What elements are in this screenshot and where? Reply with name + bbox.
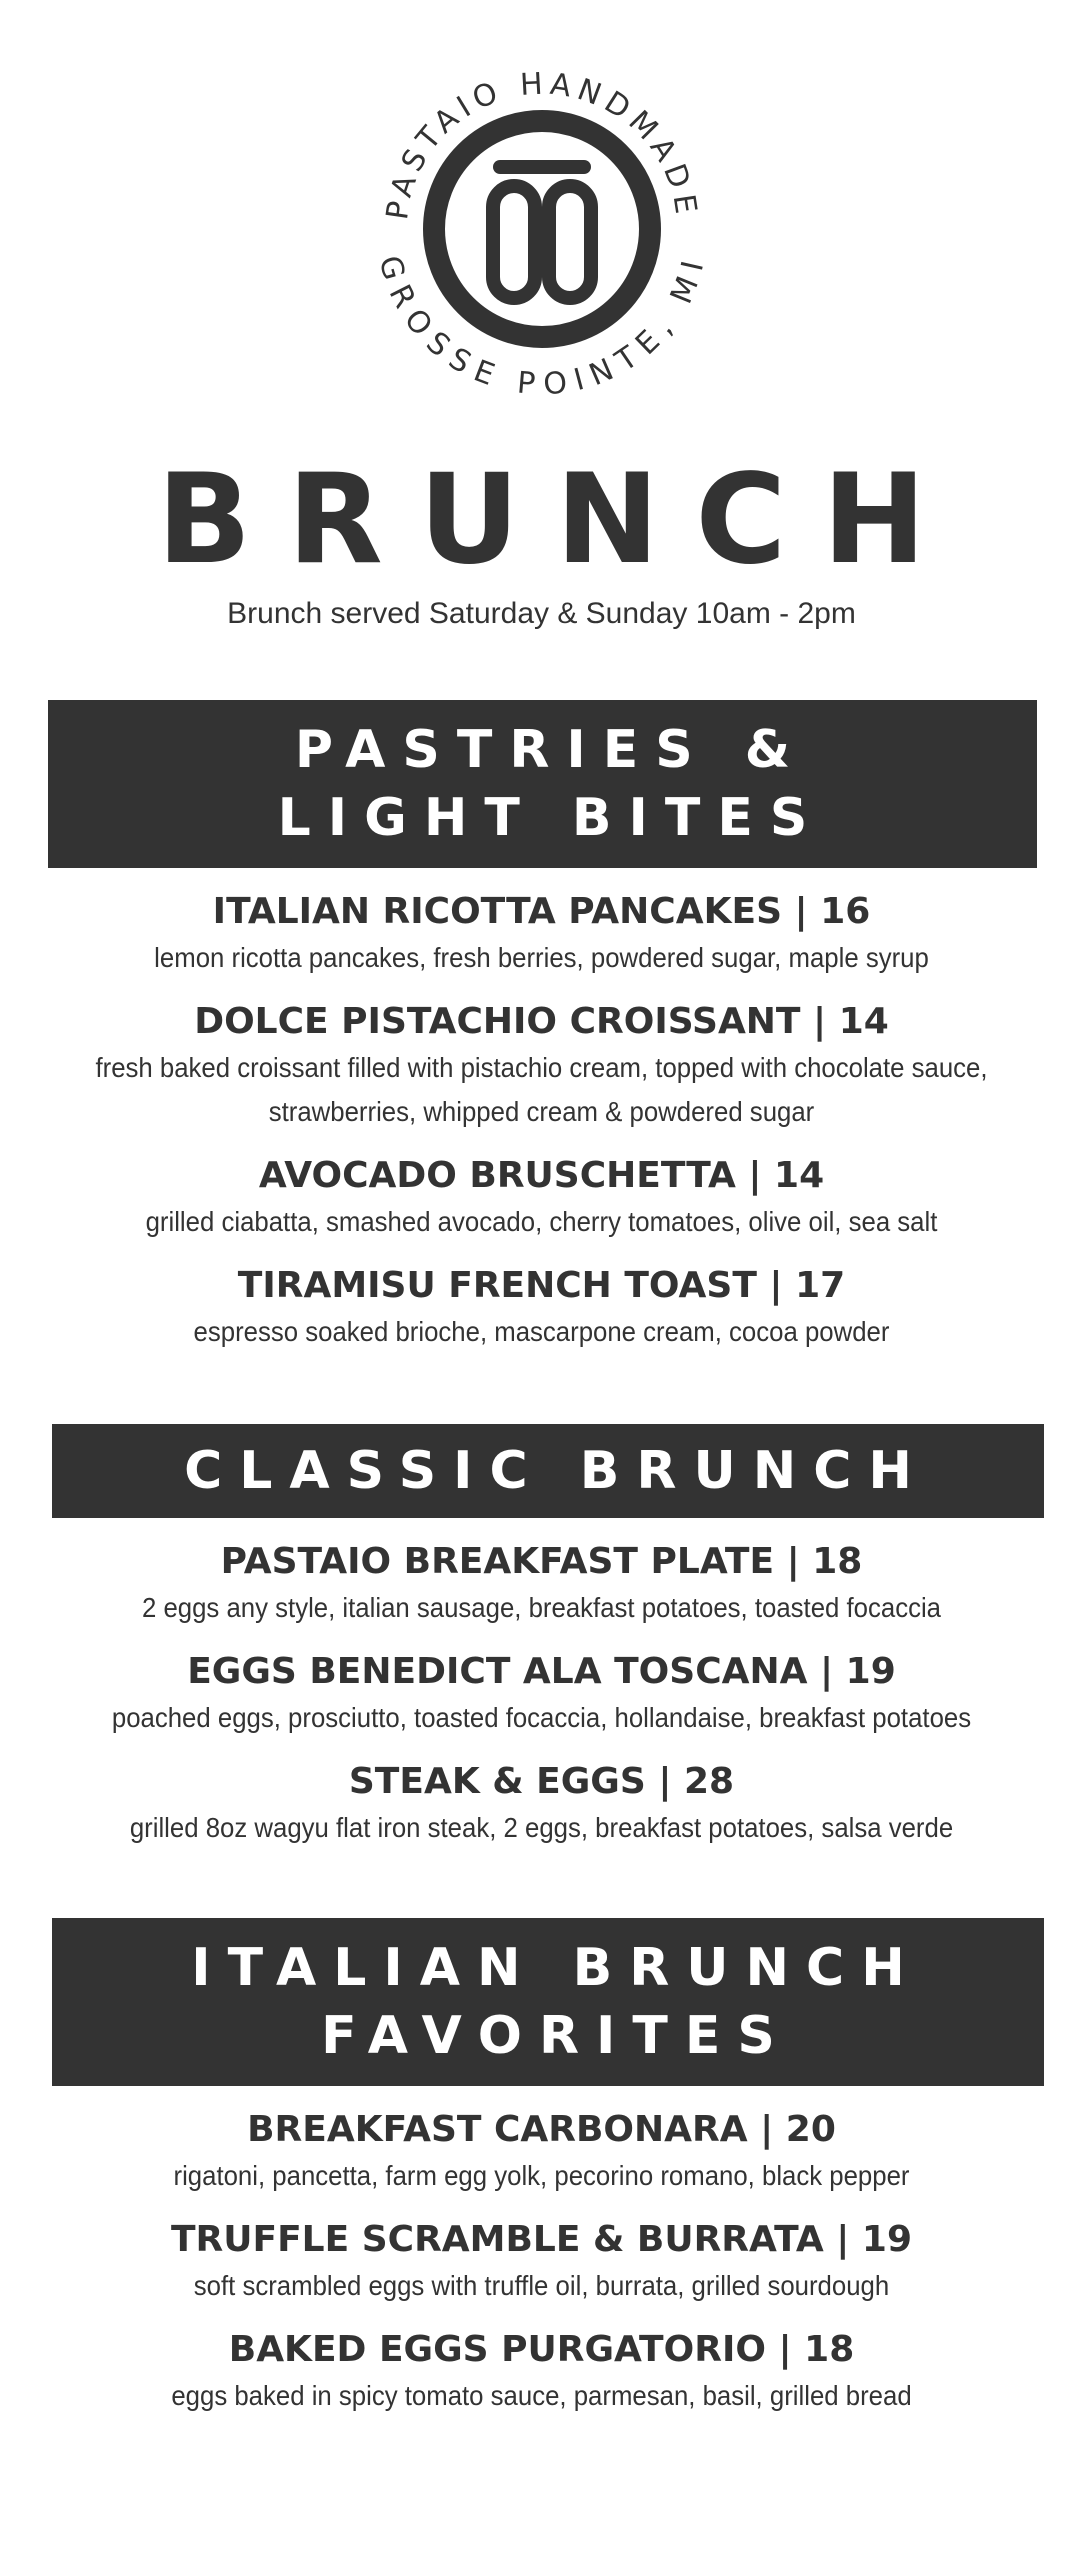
menu-item-name: EGGS BENEDICT ALA TOSCANA | 19 xyxy=(187,1651,896,1692)
menu-item-name: DOLCE PISTACHIO CROISSANT | 14 xyxy=(194,1001,889,1042)
menu-item-description: lemon ricotta pancakes, fresh berries, powdered sugar, maple syrup xyxy=(154,942,929,973)
menu-item-description: poached eggs, prosciutto, toasted focaccia, hollandaise, breakfast potatoes xyxy=(111,1702,972,1733)
logo-text-top: PASTAIO HANDMADE xyxy=(380,66,705,222)
menu-item-description: 2 eggs any style, italian sausage, breakfast potatoes, toasted focaccia xyxy=(141,1592,942,1623)
menu-item-description: grilled ciabatta, smashed avocado, cherry tomatoes, olive oil, sea salt xyxy=(145,1206,938,1237)
pastaio-logo-emblem xyxy=(361,48,723,410)
logo-o-right xyxy=(549,186,591,298)
menu-item-description: eggs baked in spicy tomato sauce, parmesan, basil, grilled bread xyxy=(171,2380,912,2411)
menu-item-name: ITALIAN RICOTTA PANCAKES | 16 xyxy=(212,891,871,932)
section-header-pastries xyxy=(48,700,1037,868)
menu-item-description: espresso soaked brioche, mascarpone cream, cocoa powder xyxy=(193,1316,890,1347)
menu-item xyxy=(0,888,1083,980)
menu-item xyxy=(0,1648,1083,1740)
section-header-classic xyxy=(52,1424,1044,1518)
page-title: BRUNCH xyxy=(156,448,963,592)
section-title-line: PASTRIES & xyxy=(294,720,808,780)
menu-item xyxy=(0,2216,1083,2308)
logo-text-bottom: GROSSE POINTE, MI xyxy=(371,251,713,403)
menu-item xyxy=(0,1152,1083,1244)
menu-item-name: AVOCADO BRUSCHETTA | 14 xyxy=(258,1155,825,1196)
menu-item-name: PASTAIO BREAKFAST PLATE | 18 xyxy=(220,1541,863,1582)
section-title-line: LIGHT BITES xyxy=(277,788,825,848)
section-header-italian-favorites xyxy=(52,1918,1044,2086)
menu-item-name: STEAK & EGGS | 28 xyxy=(348,1761,735,1802)
section-items-classic xyxy=(0,1538,1083,1850)
menu-item-name: BREAKFAST CARBONARA | 20 xyxy=(247,2109,836,2150)
service-hours: Brunch served Saturday & Sunday 10am - 2pm xyxy=(227,597,856,630)
section-title-line: ITALIAN BRUNCH xyxy=(191,1938,922,1998)
menu-item xyxy=(0,2106,1083,2198)
pastaio-logo xyxy=(361,48,723,410)
menu-item xyxy=(0,2326,1083,2418)
section-title-line: CLASSIC BRUNCH xyxy=(184,1441,929,1501)
menu-item xyxy=(0,1538,1083,1630)
menu-item-name: TRUFFLE SCRAMBLE & BURRATA | 19 xyxy=(170,2219,913,2260)
logo-o-left xyxy=(493,186,535,298)
menu-item xyxy=(0,1758,1083,1850)
menu-item-description: strawberries, whipped cream & powdered sugar xyxy=(268,1096,815,1127)
menu-item-name: TIRAMISU FRENCH TOAST | 17 xyxy=(237,1265,846,1306)
menu-item-description: rigatoni, pancetta, farm egg yolk, pecorino romano, black pepper xyxy=(173,2160,910,2191)
logo-bar xyxy=(493,160,591,174)
menu-item xyxy=(0,1262,1083,1354)
section-items-pastries xyxy=(0,888,1083,1354)
menu-item-description: soft scrambled eggs with truffle oil, burrata, grilled sourdough xyxy=(193,2270,890,2301)
menu-item-name: BAKED EGGS PURGATORIO | 18 xyxy=(228,2329,855,2370)
section-items-italian-favorites xyxy=(0,2106,1083,2418)
menu-item-description: grilled 8oz wagyu flat iron steak, 2 eggs, breakfast potatoes, salsa verde xyxy=(129,1812,954,1843)
menu-item-description: fresh baked croissant filled with pistachio cream, topped with chocolate sauce, xyxy=(95,1052,988,1083)
menu-item xyxy=(0,998,1083,1134)
section-title-line: FAVORITES xyxy=(321,2006,792,2066)
